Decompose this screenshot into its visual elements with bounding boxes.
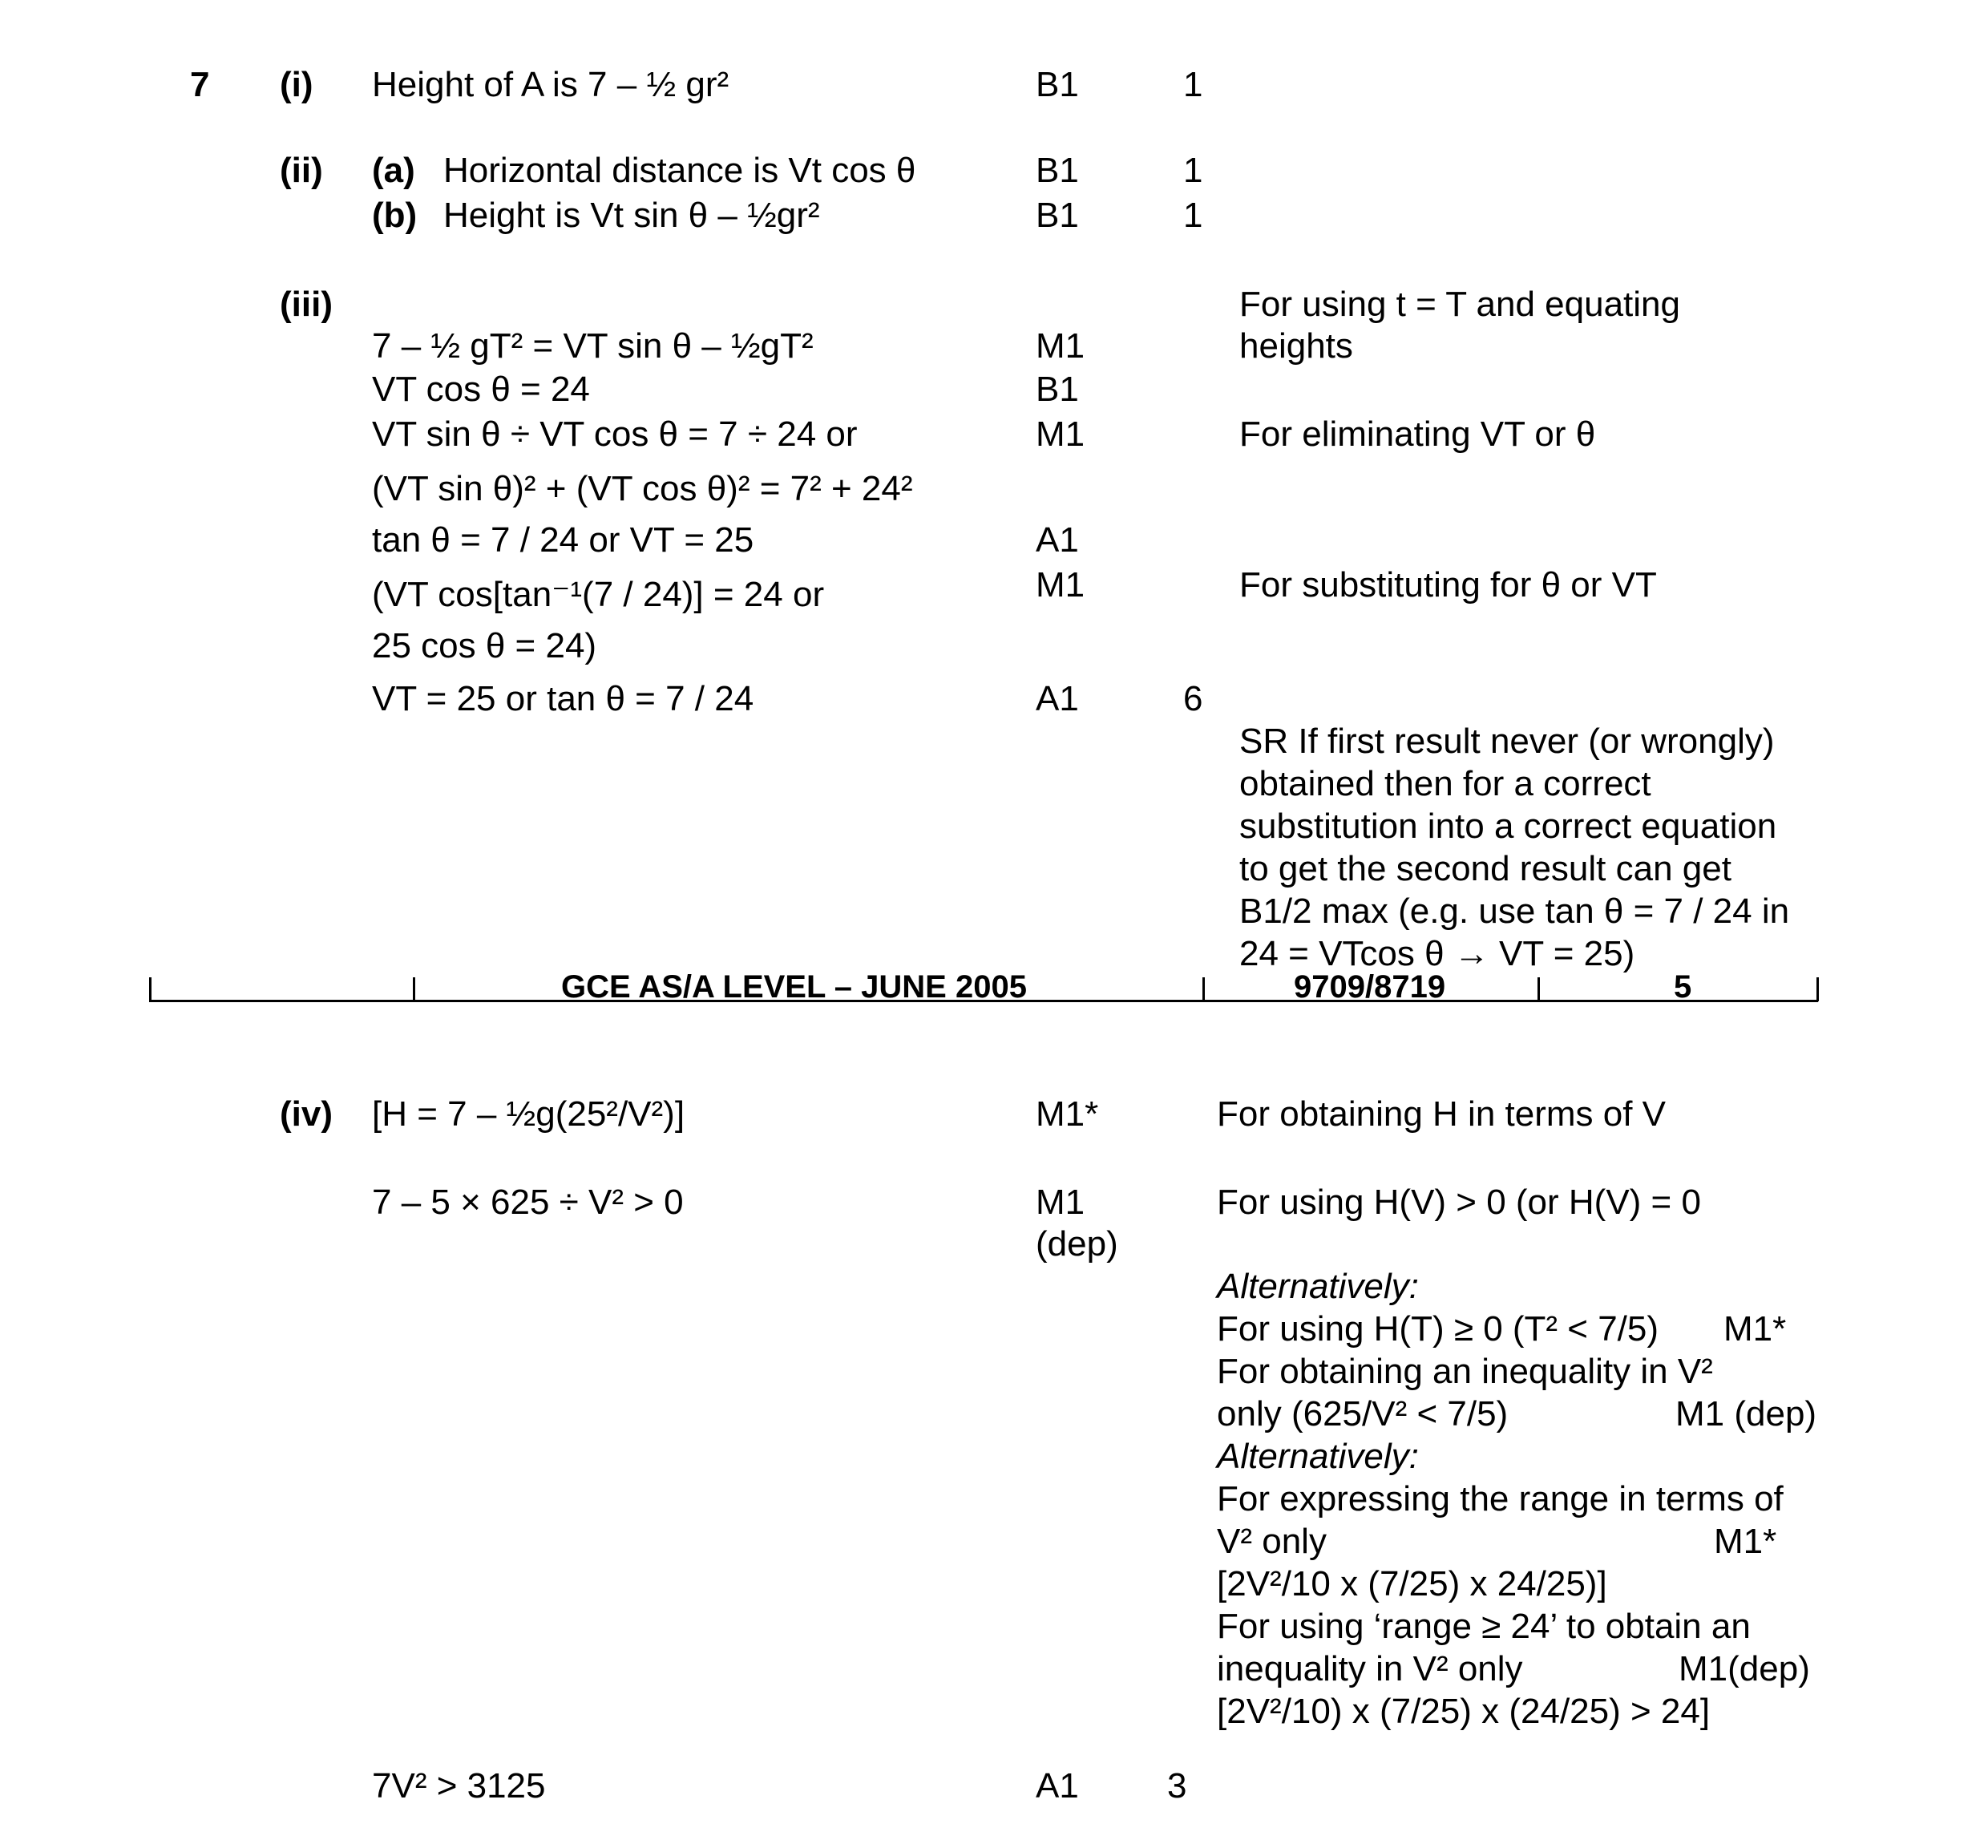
part-iii-note-3: For eliminating VT or θ [1239,414,1596,454]
alt-line-2: For using H(T) ≥ 0 (T² < 7/5) [1217,1309,1659,1349]
part-iii-mark-1: M1 [1036,326,1085,366]
alt-line-9: For using ‘range ≥ 24’ to obtain an [1217,1607,1751,1646]
part-iii-line-7: 25 cos θ = 24) [372,626,597,665]
part-i-total: 1 [1183,65,1203,104]
part-ii-b-total: 1 [1183,196,1203,235]
part-i-line: Height of A is 7 – ½ gr² [372,65,729,104]
part-ii-b-text: Height is Vt sin θ – ½gr² [443,196,820,235]
footer-divider [413,977,415,1001]
part-iii-mark-6: A1 [1036,679,1079,718]
part-iv-note-2: For using H(V) > 0 (or H(V) = 0 [1217,1183,1701,1222]
footer-title: GCE AS/A LEVEL – JUNE 2005 [561,969,1027,1005]
footer-divider [1816,977,1819,1001]
part-iii-line-4: (VT sin θ)² + (VT cos θ)² = 7² + 24² [372,469,913,508]
alt-line-10: inequality in V² only [1217,1649,1523,1688]
part-iii-mark-4: A1 [1036,520,1079,560]
part-ii-a-total: 1 [1183,151,1203,190]
part-iii-mark-2: B1 [1036,370,1079,409]
sr-line-3: substitution into a correct equation [1239,807,1777,846]
part-iii-line-3: VT sin θ ÷ VT cos θ = 7 ÷ 24 or [372,414,858,454]
part-iii-line-2: VT cos θ = 24 [372,370,590,409]
part-iv-line-1: [H = 7 – ½g(25²/V²)] [372,1094,685,1134]
part-iii-line-8: VT = 25 or tan θ = 7 / 24 [372,679,754,718]
part-iii-mark-5: M1 [1036,565,1085,605]
part-iii-total: 6 [1183,679,1203,718]
footer-divider [149,977,152,1001]
sr-line-4: to get the second result can get [1239,849,1731,888]
part-ii-label: (ii) [280,151,323,190]
sr-line-2: obtained then for a correct [1239,764,1651,803]
sr-line-5: B1/2 max (e.g. use tan θ = 7 / 24 in [1239,892,1790,931]
alt-mark-1: M1* [1723,1309,1787,1349]
part-iv-line-2: 7 – 5 × 625 ÷ V² > 0 [372,1183,684,1222]
alt-line-11: [2V²/10) x (7/25) x (24/25) > 24] [1217,1692,1711,1731]
alt-mark-2: M1 (dep) [1675,1394,1817,1434]
part-iv-total: 3 [1167,1766,1187,1806]
footer-page-number: 5 [1674,969,1692,1005]
part-iii-line-1: 7 – ½ gT² = VT sin θ – ½gT² [372,326,814,366]
part-iv-mark-1: M1* [1036,1094,1099,1134]
part-iv-note-1: For obtaining H in terms of V [1217,1094,1667,1134]
part-iv-mark-2-dep: (dep) [1036,1224,1118,1264]
special-ruling-note [1239,720,1789,975]
alt-line-3: For obtaining an inequality in V² [1217,1352,1713,1391]
footer-divider [1202,977,1205,1001]
part-i-label: (i) [280,65,313,104]
part-iii-line-6: (VT cos[tan⁻¹(7 / 24)] = 24 or [372,575,825,614]
part-ii-a-mark: B1 [1036,151,1079,190]
part-iii-note-1: For using t = T and equating [1239,285,1680,324]
alt-line-8: [2V²/10 x (7/25) x 24/25)] [1217,1564,1607,1603]
part-iii-line-5: tan θ = 7 / 24 or VT = 25 [372,520,754,560]
part-iv-line-3: 7V² > 3125 [372,1766,546,1806]
part-iii-note-2: heights [1239,326,1353,366]
part-iii-note-4: For substituting for θ or VT [1239,565,1657,605]
sr-line-6: 24 = VTcos θ → VT = 25) [1239,934,1635,973]
alt-line-7: V² only [1217,1522,1327,1561]
alt-line-4: only (625/V² < 7/5) [1217,1394,1509,1434]
question-number: 7 [190,65,210,104]
part-ii-b-mark: B1 [1036,196,1079,235]
footer-divider [1537,977,1540,1001]
footer-code: 9709/8719 [1294,969,1446,1005]
alt-line-1: Alternatively: [1217,1267,1419,1306]
alt-line-6: For expressing the range in terms of [1217,1479,1784,1518]
part-ii-a-label: (a) [372,151,415,190]
part-iv-label: (iv) [280,1094,333,1134]
alt-mark-3: M1* [1714,1522,1777,1561]
part-ii-b-label: (b) [372,196,418,235]
part-iii-mark-3: M1 [1036,414,1085,454]
sr-line-1: SR If first result never (or wrongly) [1239,722,1775,761]
part-iv-mark-2: M1 [1036,1183,1085,1222]
part-iii-label: (iii) [280,285,333,324]
part-iv-mark-3: A1 [1036,1766,1079,1806]
part-i-mark: B1 [1036,65,1079,104]
alt-line-5: Alternatively: [1217,1437,1419,1476]
alt-mark-4: M1(dep) [1679,1649,1810,1688]
part-ii-a-text: Horizontal distance is Vt cos θ [443,151,916,190]
